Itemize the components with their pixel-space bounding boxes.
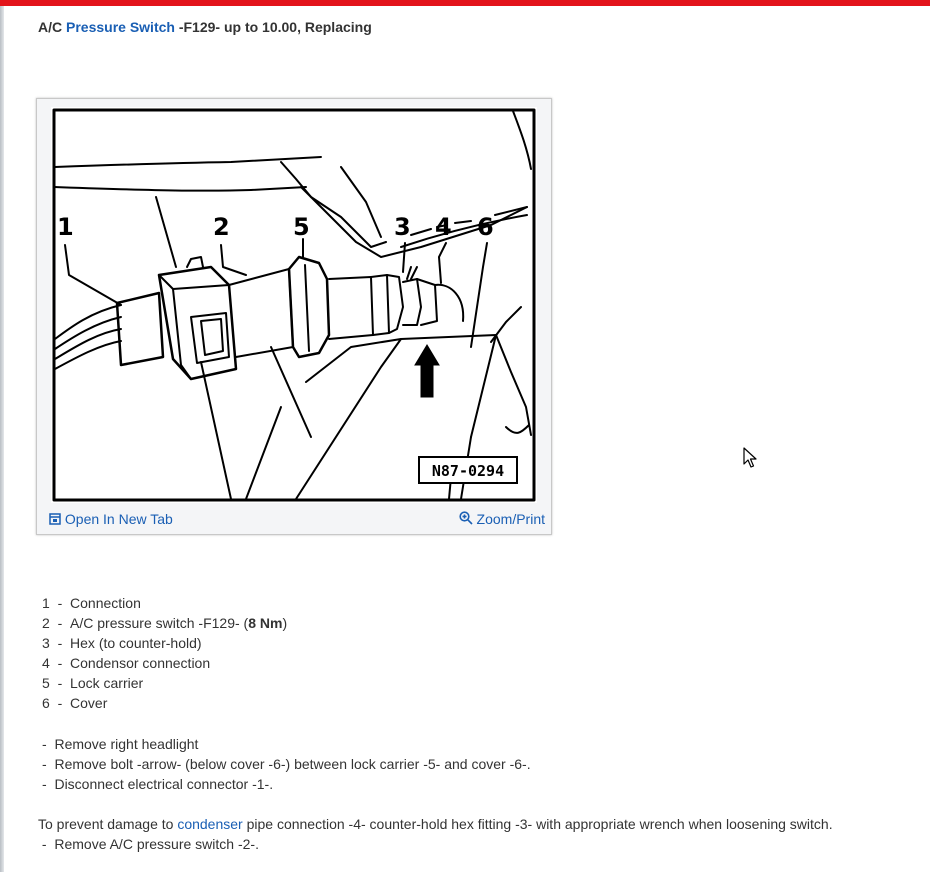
legend-item: 2 - A/C pressure switch -F129- (8 Nm) <box>42 615 288 631</box>
zoom-print-label: Zoom/Print <box>476 511 545 527</box>
step-item: - Remove bolt -arrow- (below cover -6-) between lock carrier -5- and cover -6-. <box>42 756 531 772</box>
note-text: To prevent damage to condenser pipe connection -4- counter-hold hex fitting -3- with appropriate wrench when loosening switch. <box>38 816 833 832</box>
callout-5: 5 <box>293 213 310 241</box>
condenser-link[interactable]: condenser <box>177 816 243 832</box>
caution-note <box>38 814 833 854</box>
torque-value: 8 Nm <box>248 615 283 631</box>
title-prefix: A/C <box>38 19 66 35</box>
step-item: - Disconnect electrical connector -1-. <box>42 776 274 792</box>
zoom-print-button[interactable] <box>459 511 545 527</box>
open-in-new-tab-label: Open In New Tab <box>64 511 173 527</box>
legend-list <box>42 593 287 713</box>
image-label: N87-0294 <box>431 462 505 480</box>
left-scroll-edge <box>0 6 4 872</box>
callout-2: 2 <box>213 213 230 241</box>
procedure-steps <box>42 734 531 794</box>
step-item: - Remove A/C pressure switch -2-. <box>38 836 259 852</box>
pressure-switch-diagram[interactable] <box>51 107 537 503</box>
callout-4: 4 <box>435 213 452 241</box>
mouse-pointer-icon <box>743 447 757 469</box>
step-item: - Remove right headlight <box>42 736 199 752</box>
legend-item: 4 - Condensor connection <box>42 655 211 671</box>
legend-item: 3 - Hex (to counter-hold) <box>42 635 202 651</box>
legend-item: 1 - Connection <box>42 595 141 611</box>
open-in-new-tab-icon <box>49 511 65 527</box>
title-suffix: -F129- up to 10.00, Replacing <box>174 19 372 35</box>
figure-footer <box>37 507 551 534</box>
top-accent-bar <box>0 0 930 6</box>
callout-6: 6 <box>477 213 494 241</box>
callout-3: 3 <box>394 213 411 241</box>
open-in-new-tab-button[interactable] <box>49 511 173 527</box>
arrow-indicator <box>415 345 439 397</box>
page-title <box>38 19 372 35</box>
legend-item: 5 - Lock carrier <box>42 675 144 691</box>
diagram-drawing <box>51 107 537 503</box>
pressure-switch-link[interactable]: Pressure Switch <box>66 19 175 35</box>
callout-1: 1 <box>57 213 74 241</box>
legend-item: 6 - Cover <box>42 695 108 711</box>
zoom-in-icon <box>459 511 477 527</box>
figure-panel <box>36 98 552 535</box>
